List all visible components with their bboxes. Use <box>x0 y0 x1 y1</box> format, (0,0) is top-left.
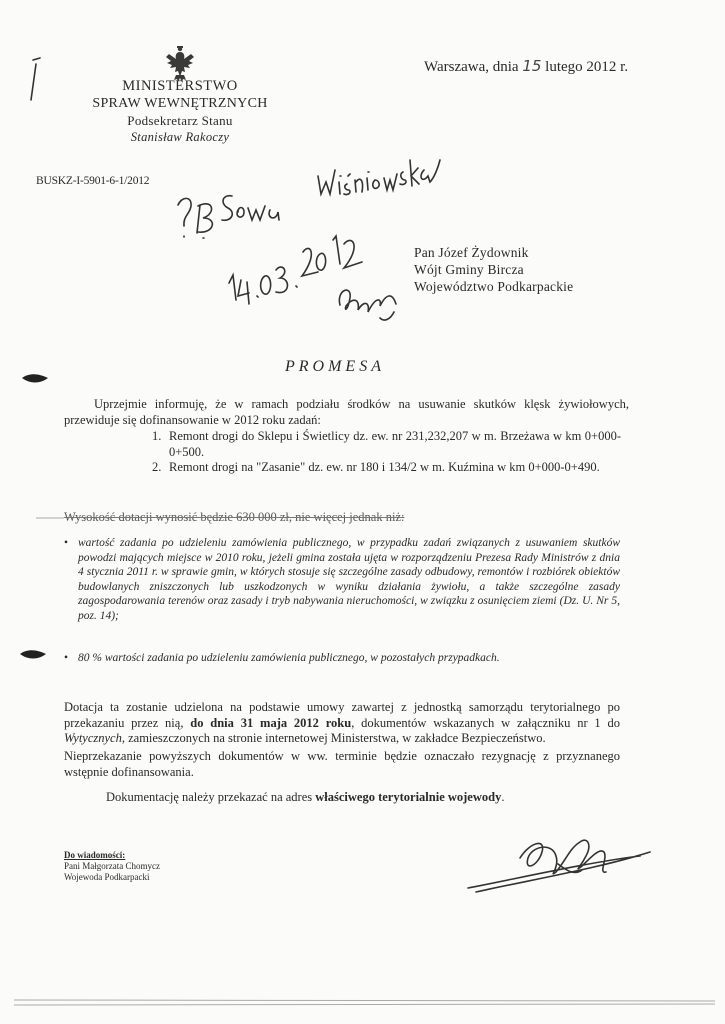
cc-recipient-name: Pani Małgorzata Chomycz <box>64 861 160 871</box>
ministry-name-line1: MINISTERSTWO <box>122 78 238 94</box>
task-text: Remont drogi na "Zasanie" dz. ew. nr 180 i 134/2 w m. Kuźmina w km 0+000-0+490. <box>169 460 600 474</box>
condition-text: wartość zadania po udzieleniu zamówienia publicznego, w przypadku zadań związanych z usuwaniem skutków powodzi mających miejsce w 2010 roku, jeżeli gmina została ujęta w rozporządzeniu Prezesa Rady Ministrów z dnia 4 stycznia 2011 r. w sprawie gmin, w których stosuje się szczególne zasady odbudowy, remontów i rozbiórek obiektów budowlanych zniszczonych lub uszkodzonych w wyniku działania żywiołu, a także szczególne zasady zagospodarowania terenów oraz zasady i tryb nabywania nieruchomości, w związku z osunięciem ziemi (Dz. U. Nr 5, poz. 14); <box>78 537 620 622</box>
amount-line: Wysokość dotacji wynosić będzie 630 000 zł, nie więcej jednak niż: <box>64 510 405 524</box>
voivode-text: właściwego terytorialnie wojewody <box>315 790 502 804</box>
para-text: Dotacja ta zostanie udzielona na podstawie umowy zawartej z jednostką samorządu terytorialnego po przekazaniu przez nią, <box>64 700 620 730</box>
handwritten-paraph <box>339 290 396 320</box>
margin-stroke <box>31 64 36 100</box>
list-item <box>64 651 620 666</box>
task-number: 1. <box>152 429 162 443</box>
ministry-name-line2: SPRAW WEWNĘTRZNYCH <box>92 96 268 111</box>
task-text: Remont drogi do Sklepu i Świetlicy dz. ew. nr 231,232,207 w m. Brzeżawa w km 0+000-0+500. <box>169 429 621 459</box>
dateline-prefix: Warszawa, dnia <box>424 59 519 75</box>
recipient-block <box>414 244 573 295</box>
handwritten-name-sowa <box>222 196 279 221</box>
scan-line <box>14 1000 715 1001</box>
scan-line <box>14 1004 715 1005</box>
bullet-icon: • <box>64 651 69 664</box>
task-list <box>64 429 629 476</box>
intro-text: Uprzejmie informuję, że w ramach podziału środków na usuwanie skutków klęsk żywiołowych, przewiduje się dofinansowanie w 2012 roku zadań: <box>64 397 629 427</box>
guidelines-text: Wytycznych <box>64 731 122 745</box>
office-title: Podsekretarz Stanu <box>127 113 233 128</box>
intro-section <box>64 397 629 476</box>
dateline-handwritten-day: 15 <box>522 57 542 75</box>
dateline-suffix: lutego 2012 r. <box>545 59 629 75</box>
recipient-name: Pan Józef Żydownik <box>414 245 529 260</box>
scan-mark <box>20 650 46 658</box>
bullet-icon: • <box>64 537 69 549</box>
handwritten-question-mark <box>178 198 191 237</box>
para-text: , dokumentów wskazanych w załączniku nr 1 do <box>351 715 620 730</box>
condition-text: 80 % wartości zadania po udzieleniu zamówienia publicznego, w pozostałych przypadkach. <box>78 651 500 664</box>
handwritten-name-wisniowska <box>318 160 440 195</box>
signature <box>468 840 650 892</box>
handwritten-initial-b <box>197 204 212 238</box>
deadline-text: do dnia 31 maja 2012 roku <box>190 715 352 730</box>
recipient-region: Województwo Podkarpackie <box>414 279 574 294</box>
official-name: Stanisław Rakoczy <box>130 130 230 144</box>
para-text: , zamieszczonych na stronie internetowej Ministerstwa, w zakładce Bezpieczeństwo. <box>121 731 546 745</box>
ministry-header <box>85 78 275 146</box>
submission-paragraph <box>64 790 620 806</box>
cc-heading: Do wiadomości: <box>64 850 126 860</box>
reference-number: BUSKZ-I-5901-6-1/2012 <box>36 175 150 187</box>
document-title: PROMESA <box>285 358 385 375</box>
conditions-list <box>64 536 620 665</box>
cc-block <box>64 850 160 883</box>
para-text: . <box>501 790 505 804</box>
task-number: 2. <box>152 460 162 474</box>
para-text: Dokumentację należy przekazać na adres <box>106 790 316 804</box>
dateline <box>424 57 628 76</box>
handwritten-date <box>229 236 362 304</box>
scan-mark <box>22 374 48 382</box>
consequence-paragraph: Nieprzekazanie powyższych dokumentów w ww. terminie będzie oznaczało rezygnację z przyznanego wstępnie dofinansowania. <box>64 749 620 779</box>
cc-recipient-title: Wojewoda Podkarpacki <box>64 872 150 882</box>
list-item <box>64 460 629 476</box>
list-item <box>64 536 620 624</box>
list-item <box>64 429 629 460</box>
transfer-conditions-paragraph <box>64 700 620 747</box>
recipient-title: Wójt Gminy Bircza <box>414 262 524 277</box>
